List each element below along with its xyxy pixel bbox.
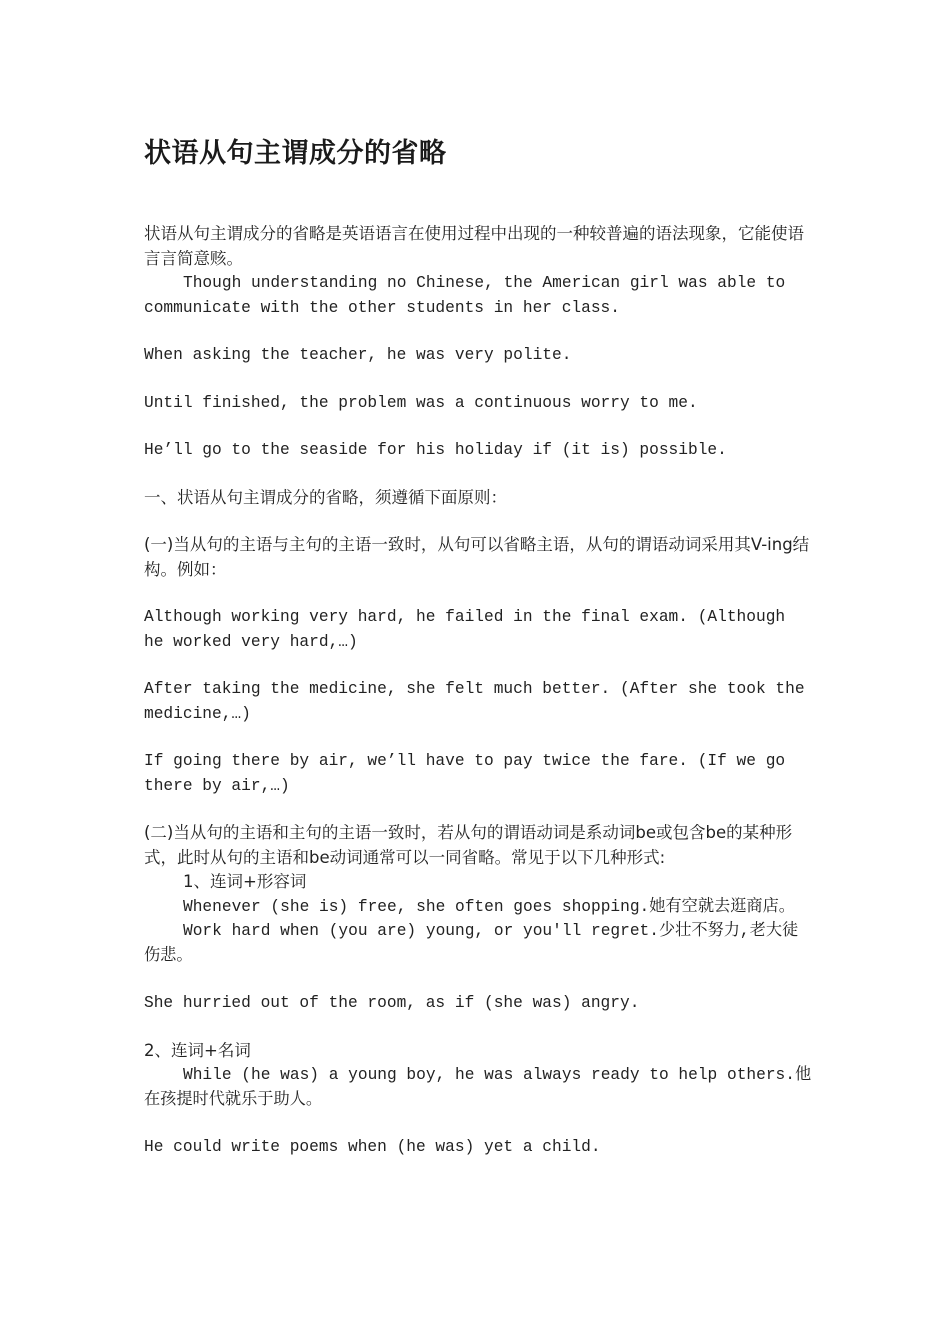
example-sentence: Though understanding no Chinese, the American girl was able to communicate with the other students in her class. <box>144 274 795 317</box>
section-heading: 一、状语从句主谓成分的省略，须遵循下面原则： <box>144 487 507 507</box>
example-sentence: Whenever (she is) free, she often goes shopping.她有空就去逛商店。 <box>183 897 795 916</box>
document-title: 状语从句主谓成分的省略 <box>144 138 447 169</box>
example-sentence: While (he was) a young boy, he was always ready to help others.他在孩提时代就乐于助人。 <box>144 1066 812 1109</box>
example-sentence: Until finished, the problem was a continuous worry to me. <box>144 393 698 412</box>
example-sentence: He’ll go to the seaside for his holiday if (it is) possible. <box>144 441 727 459</box>
subsection-heading: 1、连词+形容词 <box>183 872 307 891</box>
rule-paragraph: (二)当从句的主语和主句的主语一致时，若从句的谓语动词是系动词be或包含be的某种形式，此时从句的主语和be动词通常可以一同省略。常见于以下几种形式: <box>144 823 793 867</box>
example-sentence: When asking the teacher, he was very polite. <box>144 346 572 364</box>
document-body <box>144 222 814 1160</box>
paragraph-intro: 状语从句主谓成分的省略是英语语言在使用过程中出现的一种较普遍的语法现象，它能使语言言简意赅。 <box>144 224 804 268</box>
example-sentence: If going there by air, we’ll have to pay twice the fare. (If we go there by air,…) <box>144 752 795 795</box>
example-sentence: Although working very hard, he failed in the final exam. (Although he worked very hard,…) <box>144 608 795 651</box>
rule-paragraph: (一)当从句的主语与主句的主语一致时，从句可以省略主语，从句的谓语动词采用其V-ing结构。例如： <box>144 535 810 579</box>
example-sentence: He could write poems when (he was) yet a child. <box>144 1138 601 1156</box>
subsection-heading: 2、连词+名词 <box>144 1040 251 1060</box>
example-sentence: Work hard when (you are) young, or you'll regret.少壮不努力,老大徒伤悲。 <box>144 922 799 965</box>
example-sentence: She hurried out of the room, as if (she was) angry. <box>144 994 640 1012</box>
example-sentence: After taking the medicine, she felt much better. (After she took the medicine,…) <box>144 680 815 723</box>
